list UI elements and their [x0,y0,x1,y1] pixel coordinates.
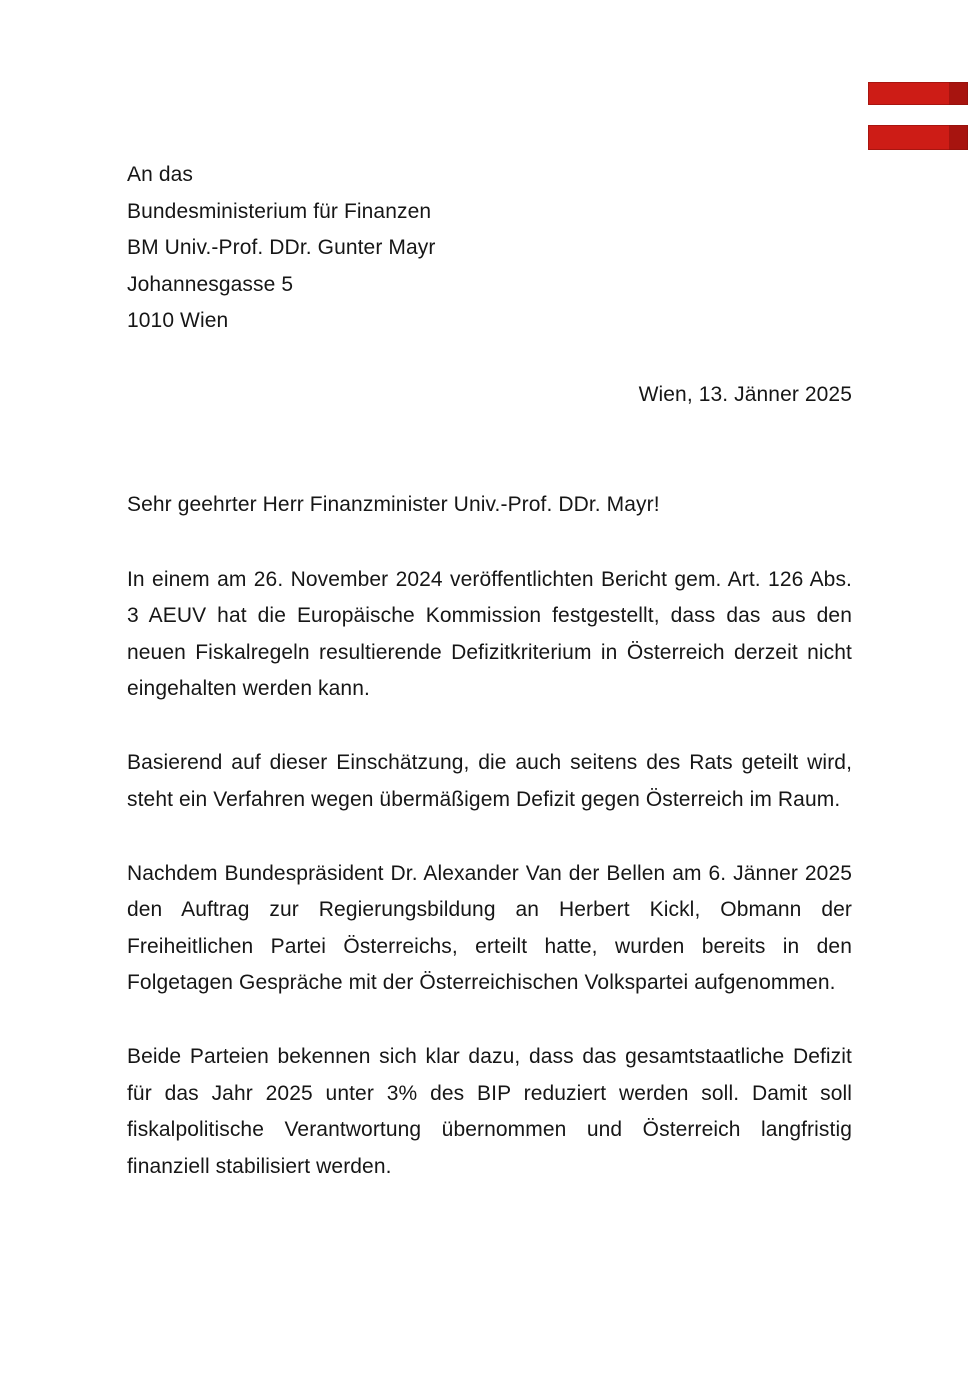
paragraph-4: Beide Parteien bekennen sich klar dazu, dass das gesamtstaatliche Defizit für das Jahr 2025 unter 3% des BIP reduziert werden soll. Damit soll fiskalpolitische Verantwortung übernommen und Österreich langfristig finanziell stabilisiert werden. [127,1045,852,1178]
date-place-line: Wien, 13. Jänner 2025 [638,382,852,406]
recipient-line-4: Johannesgasse 5 [127,272,294,296]
austrian-flag-bar-top [868,82,968,105]
recipient-line-1: An das [127,163,193,186]
salutation-line: Sehr geehrter Herr Finanzminister Univ.-Prof. DDr. Mayr! [127,493,660,516]
recipient-line-3: BM Univ.-Prof. DDr. Gunter Mayr [127,236,436,259]
paragraph-2: Basierend auf dieser Einschätzung, die auch seitens des Rats geteilt wird, steht ein Verfahren wegen übermäßigem Defizit gegen Österreich im Raum. [127,751,852,811]
recipient-line-5: 1010 Wien [127,309,229,332]
paragraph-3: Nachdem Bundespräsident Dr. Alexander Van der Bellen am 6. Jänner 2025 den Auftrag zur Regierungsbildung an Herbert Kickl, Obmann der Freiheitlichen Partei Österreichs, erteilt hatte, wurden bereits in den Folgetagen Gespräche mit der Österreichischen Volkspartei aufgenommen. [127,861,852,994]
letter-body [127,0,852,1185]
recipient-address-block [127,157,852,340]
recipient-line-2: Bundesministerium für Finanzen [127,199,432,223]
austrian-flag-bar-bottom [868,125,968,150]
paragraph-1: In einem am 26. November 2024 veröffentlichten Bericht gem. Art. 126 Abs. 3 AEUV hat die Europäische Kommission festgestellt, dass das aus den neuen Fiskalregeln resultierende Defizitkriterium in Österreich derzeit nicht eingehalten werden kann. [127,567,852,700]
